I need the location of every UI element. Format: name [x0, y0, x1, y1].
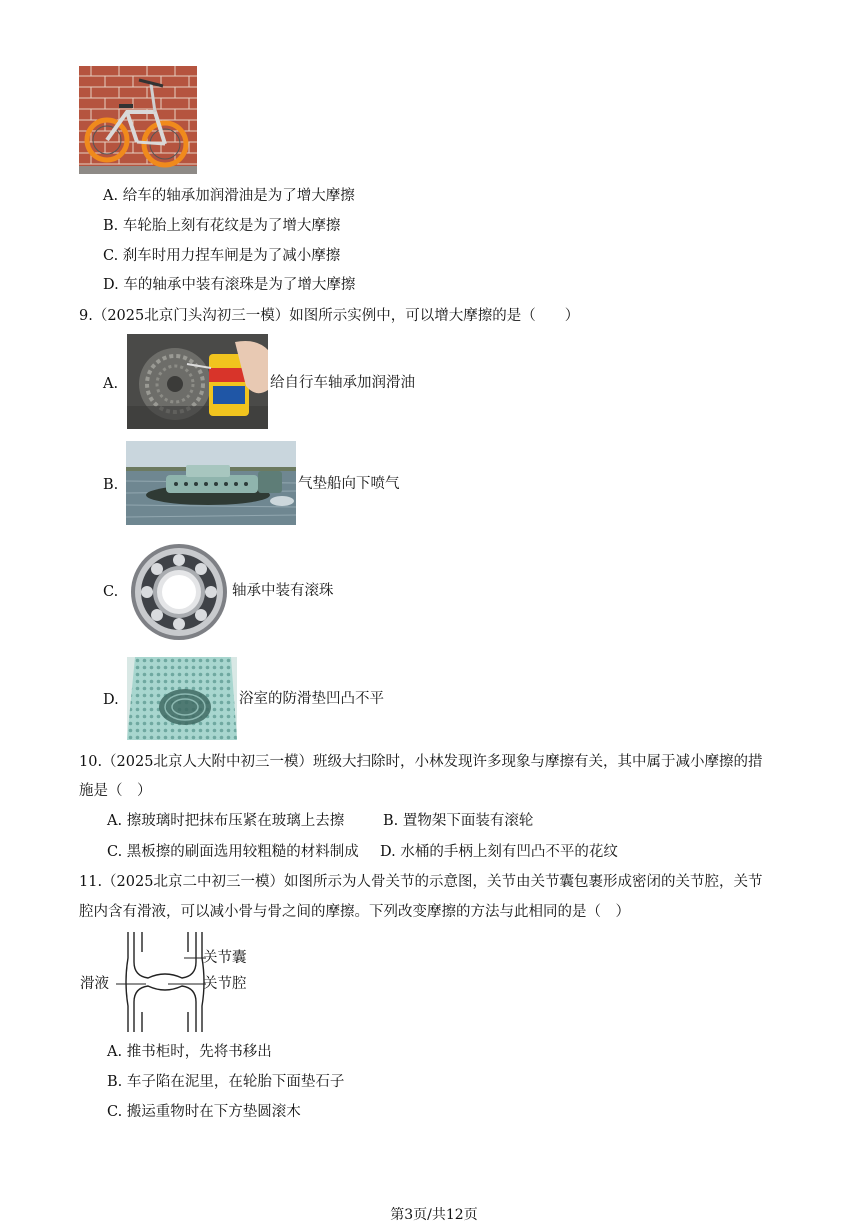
lubricant-spray-photo: [127, 334, 268, 429]
q9-option-d-letter: D.: [103, 692, 119, 708]
q10-stem-line2: 施是（ ）: [79, 783, 152, 799]
q11-stem-line1: 11.（2025北京二中初三一模）如图所示为人骨关节的示意图，关节由关节囊包裹形成密闭的关节腔，关节: [79, 874, 763, 890]
q8-option-d: D. 车的轴承中装有滚珠是为了增大摩擦: [103, 277, 356, 293]
q9-option-b-caption: 气垫船向下喷气: [298, 476, 400, 492]
page-footer: 第3页/共12页: [390, 1207, 478, 1223]
q8-option-c: C. 刹车时用力捏车闸是为了减小摩擦: [103, 248, 341, 264]
joint-label-fluid: 滑液: [80, 976, 109, 992]
joint-label-cavity: 关节腔: [203, 976, 247, 992]
bicycle-photo: [79, 66, 197, 174]
q11-option-a: A. 推书柜时，先将书移出: [107, 1044, 272, 1060]
q11-option-b: B. 车子陷在泥里，在轮胎下面垫石子: [107, 1074, 345, 1090]
hovercraft-photo: [126, 441, 296, 525]
anti-slip-mat-photo: [127, 657, 237, 740]
q9-option-d-caption: 浴室的防滑垫凹凸不平: [239, 691, 384, 707]
q8-option-b: B. 车轮胎上刻有花纹是为了增大摩擦: [103, 218, 341, 234]
q10-option-a: A. 擦玻璃时把抹布压紧在玻璃上去擦: [107, 813, 345, 829]
q9-option-a-letter: A.: [103, 376, 119, 392]
joint-label-capsule: 关节囊: [203, 950, 247, 966]
ball-bearing-photo: [127, 542, 230, 643]
q10-stem-line1: 10.（2025北京人大附中初三一模）班级大扫除时，小林发现许多现象与摩擦有关，其中属于减小摩擦的措: [79, 754, 763, 770]
q10-option-d: D. 水桶的手柄上刻有凹凸不平的花纹: [380, 844, 618, 860]
q10-option-c: C. 黑板擦的刷面选用较粗糙的材料制成: [107, 844, 359, 860]
q9-option-a-caption: 给自行车轴承加润滑油: [270, 375, 415, 391]
q11-option-c: C. 搬运重物时在下方垫圆滚木: [107, 1104, 301, 1120]
q9-option-c-letter: C.: [103, 584, 119, 600]
q9-stem: 9.（2025北京门头沟初三一模）如图所示实例中，可以增大摩擦的是（ ）: [79, 308, 580, 324]
q10-option-b: B. 置物架下面装有滚轮: [383, 813, 534, 829]
q9-option-b-letter: B.: [103, 477, 119, 493]
q9-option-c-caption: 轴承中装有滚珠: [232, 583, 334, 599]
q8-option-a: A. 给车的轴承加润滑油是为了增大摩擦: [103, 188, 355, 204]
q11-stem-line2: 腔内含有滑液，可以减小骨与骨之间的摩擦。下列改变摩擦的方法与此相同的是（ ）: [79, 904, 630, 920]
